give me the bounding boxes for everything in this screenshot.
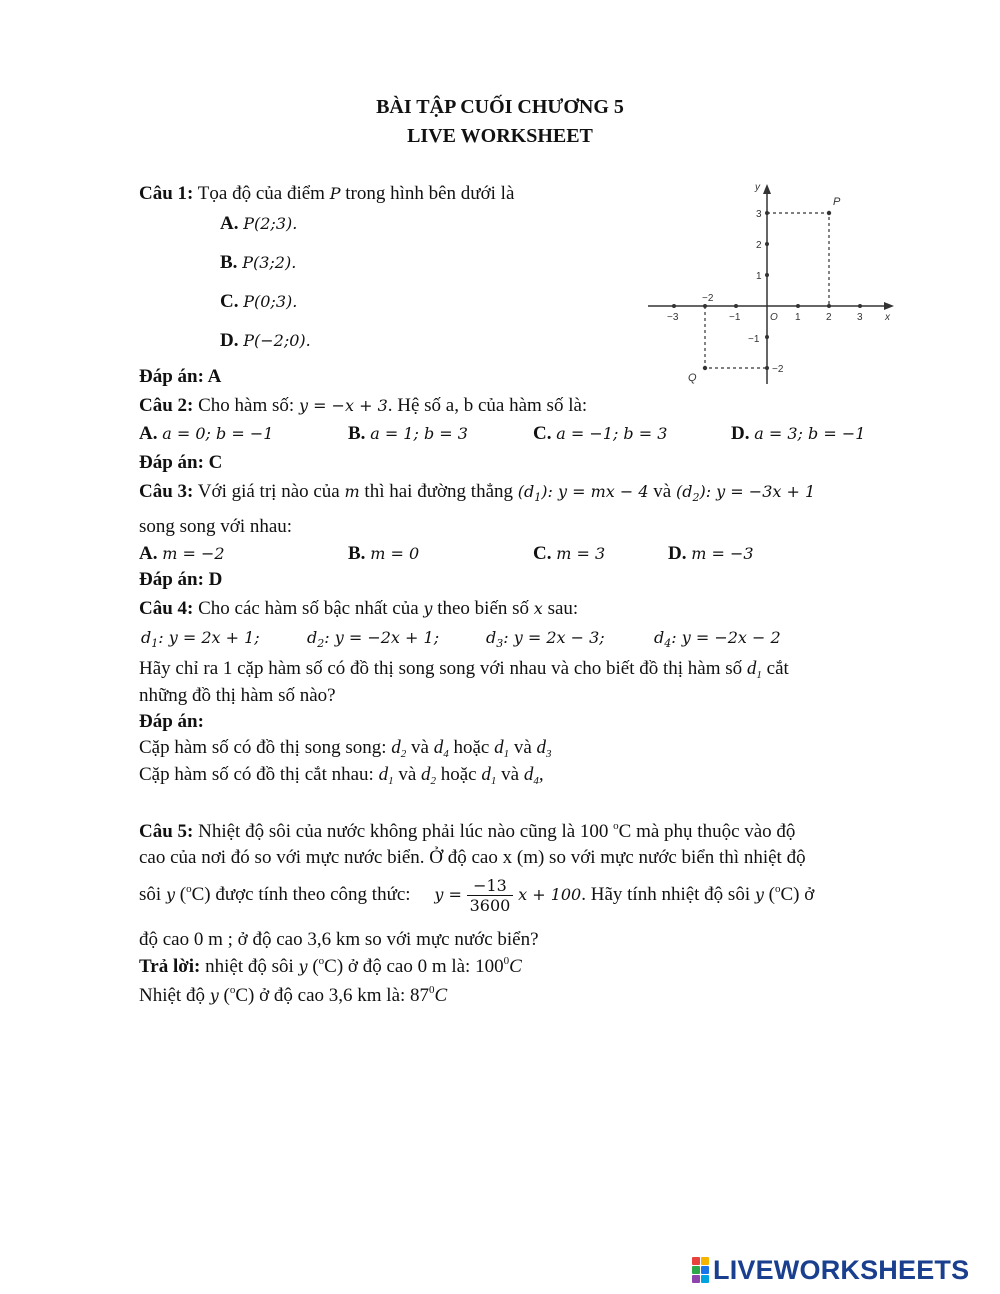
q4-ans2-d1b: $d_1$ — [481, 764, 497, 787]
q5-formula-fraction — [467, 876, 514, 915]
x-axis-arrow — [884, 302, 894, 310]
x-tick-dot — [734, 304, 738, 308]
q3-option-b-letter: B. — [348, 543, 366, 564]
q5-last — [139, 984, 447, 1007]
q5-frac-num: −13 — [467, 876, 514, 896]
point-q-label: Q — [688, 372, 697, 384]
q5-reply-deg-sup2: 0 — [429, 984, 435, 996]
q4-ans1-d1: $d_1$ — [494, 737, 510, 760]
x-tick-dot — [672, 304, 676, 308]
q4-line1 — [139, 658, 789, 681]
q1-text-b: trong hình bên dưới là — [345, 183, 515, 204]
q4-label: Câu 4: — [139, 598, 194, 619]
q4-function-d2: $d_2$: y = −2x + 1; — [307, 628, 440, 650]
q4-ans2-d4: $d_4$, — [523, 764, 544, 787]
y-tick-dot — [765, 335, 769, 339]
logo-square — [692, 1275, 700, 1283]
q2-option-c[interactable] — [533, 423, 667, 445]
q1-option-b[interactable] — [220, 252, 296, 274]
coordinate-graph — [640, 178, 910, 390]
q2-option-d[interactable] — [731, 423, 865, 445]
q5-reply-paren: ( — [312, 956, 319, 977]
q4-answer-intersect — [139, 764, 544, 787]
q4-function-d3: $d_3$: y = 2x − 3; — [486, 628, 605, 650]
q2-option-d-letter: D. — [731, 423, 750, 444]
q3-line2: song song với nhau: — [139, 516, 293, 537]
page-subtitle: LIVE WORKSHEET — [407, 125, 593, 147]
x-tick-label-upper: −2 — [702, 293, 714, 304]
q2-text-b: . Hệ số a, b của hàm số là: — [387, 395, 588, 416]
q5-reply-text-a: nhiệt độ sôi — [205, 956, 294, 977]
q3-option-c[interactable] — [533, 543, 605, 565]
x-tick-label: 3 — [857, 312, 863, 323]
q4-text-c: sau: — [547, 598, 579, 619]
q4-text-a: Cho các hàm số bậc nhất của — [198, 598, 419, 619]
q4-function-d2-text: : y = −2x + 1; — [324, 628, 440, 647]
q5-line1-a: Nhiệt độ sôi của nước không phải lúc nào cũng là 100 — [198, 821, 609, 842]
q2-option-c-letter: C. — [533, 423, 552, 444]
liveworksheets-logo[interactable] — [692, 1256, 969, 1284]
q3-label: Câu 3: — [139, 481, 194, 502]
q5-reply-label: Trả lời: — [139, 956, 201, 977]
q4-line1-d1: $d_1$ — [746, 658, 762, 681]
q4-answer-parallel — [139, 737, 552, 760]
logo-text: LIVEWORKSHEETS — [713, 1254, 970, 1285]
q3-option-d-value: m = −3 — [691, 544, 754, 563]
q4-ans2-and: và — [398, 764, 417, 785]
q5-line3-var-y: y — [165, 884, 175, 904]
q5-last-paren: ( — [223, 985, 230, 1006]
q5-last-b: C) ở độ cao 3,6 km là: — [235, 985, 406, 1006]
q2-prompt — [139, 395, 587, 417]
q2-option-c-value: a = −1; b = 3 — [556, 424, 668, 443]
q1-text-a: Tọa độ của điểm — [197, 183, 325, 204]
q5-line2: cao của nơi đó so với mực nước biển. Ở độ cao x (m) so với mực nước biển thì nhiệt độ — [139, 847, 806, 868]
p-guide-lines — [767, 213, 829, 306]
q1-option-a[interactable] — [220, 213, 297, 235]
q5-reply — [139, 955, 522, 978]
q1-option-d-letter: D. — [220, 330, 239, 351]
q2-text-a: Cho hàm số: — [198, 395, 295, 416]
q3-option-b[interactable] — [348, 543, 419, 565]
q1-option-b-value: P(3;2). — [242, 253, 297, 272]
q4-function-d4-text: : y = −2x − 2 — [671, 628, 781, 647]
q3-d2-formula: : y = −3x + 1 — [705, 482, 816, 501]
q4-function-d3-text: : y = 2x − 3; — [503, 628, 605, 647]
q2-option-a-letter: A. — [139, 423, 158, 444]
q4-var-y: y — [423, 599, 433, 618]
q4-ans2-and2: và — [501, 764, 520, 785]
q4-ans1-or: hoặc — [453, 737, 490, 758]
x-tick-label: 2 — [826, 312, 832, 323]
q5-reply-deg-sup1: 0 — [503, 955, 510, 967]
q1-option-c-value: P(0;3). — [243, 292, 298, 311]
q5-line3-paren: ( — [179, 883, 187, 905]
q4-var-x: x — [533, 599, 543, 618]
q5-reply-value1: 100 — [475, 956, 504, 977]
y-tick-dot — [765, 273, 769, 277]
q4-function-d4: $d_4$: y = −2x − 2 — [654, 628, 781, 650]
q5-line3-c: . Hãy tính nhiệt độ sôi — [581, 883, 751, 905]
q5-line3-deg-o: o — [186, 882, 192, 895]
x-tick-dot — [827, 304, 831, 308]
q3-d2: $(d_2)$ — [675, 482, 706, 504]
origin-label: O — [770, 312, 778, 323]
q5-reply-unit2: C — [434, 985, 448, 1006]
q1-label: Câu 1: — [139, 183, 194, 204]
y-tick-label: −1 — [748, 334, 760, 345]
q5-line1 — [139, 820, 795, 843]
q5-last-a: Nhiệt độ — [139, 985, 205, 1006]
q5-formula-rest: x + 100 — [518, 884, 582, 904]
q5-line3-a: sôi — [139, 883, 162, 905]
q1-var-p: P — [329, 184, 341, 203]
logo-square — [692, 1266, 700, 1274]
point-p-dot — [827, 211, 831, 215]
q4-ans1-and: và — [411, 737, 429, 758]
q5-last-deg-o: o — [229, 984, 236, 996]
x-tick-label: 1 — [795, 312, 801, 323]
q5-label: Câu 5: — [139, 821, 194, 842]
q4-text-b: theo biến số — [437, 598, 530, 619]
q4-function-d1-text: : y = 2x + 1; — [158, 628, 260, 647]
q1-prompt — [139, 183, 514, 205]
q2-label: Câu 2: — [139, 395, 194, 416]
q3-option-d[interactable] — [668, 543, 754, 565]
q2-option-a[interactable] — [139, 423, 273, 445]
y-tick-label: −2 — [772, 364, 784, 375]
x-tick-dot — [858, 304, 862, 308]
q5-reply-text-b: C) ở độ cao 0 m là: — [324, 956, 471, 977]
q4-prompt — [139, 598, 578, 620]
q1-answer: Đáp án: A — [139, 366, 222, 387]
q5-line3 — [139, 876, 814, 915]
q5-line3-b: C) được tính theo công thức: — [191, 883, 411, 905]
y-tick-dot — [765, 242, 769, 246]
q5-line3-var-y2: y — [754, 884, 764, 904]
q5-line3-d: C) ở — [780, 883, 815, 905]
q3-prompt — [139, 481, 815, 504]
y-axis-label: y — [755, 182, 760, 193]
q3-option-b-value: m = 0 — [370, 544, 420, 563]
q4-line1-text: Hãy chỉ ra 1 cặp hàm số có đồ thị song song với nhau và cho biết đồ thị hàm số — [139, 658, 743, 679]
q3-option-a-letter: A. — [139, 543, 158, 564]
q2-option-b[interactable] — [348, 423, 468, 445]
q5-frac-den: 3600 — [469, 896, 511, 915]
q3-d1: $(d_1)$ — [517, 482, 548, 504]
q3-option-a-value: m = −2 — [162, 544, 225, 563]
q3-text-a: Với giá trị nào của — [197, 481, 340, 502]
q2-option-d-value: a = 3; b = −1 — [754, 424, 866, 443]
q3-and: và — [653, 481, 672, 502]
q1-option-d[interactable] — [220, 330, 311, 352]
q3-option-c-letter: C. — [533, 543, 552, 564]
y-tick-label: 1 — [756, 271, 762, 282]
q4-ans2-or: hoặc — [440, 764, 477, 785]
q3-d1-formula: : y = mx − 4 — [547, 482, 649, 501]
point-q-dot — [703, 366, 707, 370]
q5-line4: độ cao 0 m ; ở độ cao 3,6 km so với mực nước biển? — [139, 929, 539, 950]
q3-answer: Đáp án: D — [139, 569, 223, 590]
q1-option-a-letter: A. — [220, 213, 239, 234]
q1-option-a-value: P(2;3). — [243, 214, 298, 233]
x-tick-label: −3 — [667, 312, 679, 323]
x-tick-label: −1 — [729, 312, 741, 323]
q4-function-d1: $d_1$: y = 2x + 1; — [141, 628, 260, 650]
q4-ans2-d1: $d_1$ — [378, 764, 394, 787]
q3-option-a[interactable] — [139, 543, 225, 565]
q5-last-var-y: y — [209, 986, 219, 1005]
q4-ans1-and2: và — [513, 737, 532, 758]
q4-ans2-text: Cặp hàm số có đồ thị cắt nhau: — [139, 764, 374, 785]
logo-square — [701, 1257, 709, 1265]
y-axis-arrow — [763, 184, 771, 194]
q3-var-m: m — [344, 482, 360, 501]
point-p-label: P — [833, 196, 841, 208]
q4-answer-label: Đáp án: — [139, 711, 204, 732]
q4-ans1-d3: $d_3$ — [536, 737, 552, 760]
y-tick-label: 2 — [756, 240, 762, 251]
q2-option-b-letter: B. — [348, 423, 366, 444]
q5-line3-paren2: ( — [768, 883, 775, 905]
logo-mark-icon — [692, 1257, 709, 1283]
q2-answer: Đáp án: C — [139, 452, 223, 473]
q1-option-b-letter: B. — [220, 252, 238, 273]
page-title: BÀI TẬP CUỐI CHƯƠNG 5 — [376, 96, 624, 118]
q4-ans1-d2: $d_2$ — [391, 737, 407, 760]
q2-formula: y = −x + 3 — [298, 396, 388, 415]
q3-option-d-letter: D. — [668, 543, 687, 564]
x-tick-dot — [796, 304, 800, 308]
q1-option-d-value: P(−2;0). — [243, 331, 311, 350]
q5-reply-deg-o: o — [318, 955, 325, 967]
q3-option-c-value: m = 3 — [556, 544, 606, 563]
y-tick-label: 3 — [756, 209, 762, 220]
q4-ans2-d2: $d_2$ — [421, 764, 436, 787]
q5-reply-unit1: C — [509, 956, 522, 977]
logo-square — [692, 1257, 700, 1265]
q1-option-c[interactable] — [220, 291, 297, 313]
q4-ans1-text: Cặp hàm số có đồ thị song song: — [139, 737, 387, 758]
q5-deg-o: o — [613, 820, 619, 832]
logo-square — [701, 1266, 709, 1274]
q5-line3-deg-o2: o — [775, 882, 781, 895]
q4-line1-end: cắt — [766, 658, 789, 679]
q5-reply-var-y: y — [298, 957, 308, 976]
q4-line2: những đồ thị hàm số nào? — [139, 685, 336, 706]
q3-text-b: thì hai đường thẳng — [364, 481, 513, 502]
logo-square — [701, 1275, 709, 1283]
q4-ans1-d4: $d_4$ — [433, 737, 449, 760]
q2-option-a-value: a = 0; b = −1 — [162, 424, 274, 443]
q2-option-b-value: a = 1; b = 3 — [370, 424, 468, 443]
q1-option-c-letter: C. — [220, 291, 239, 312]
q5-line1-b: C mà phụ thuộc vào độ — [618, 821, 796, 842]
q5-reply-value2: 87 — [410, 985, 430, 1006]
x-axis-label: x — [885, 312, 890, 323]
q5-formula-y: y = — [434, 884, 462, 904]
